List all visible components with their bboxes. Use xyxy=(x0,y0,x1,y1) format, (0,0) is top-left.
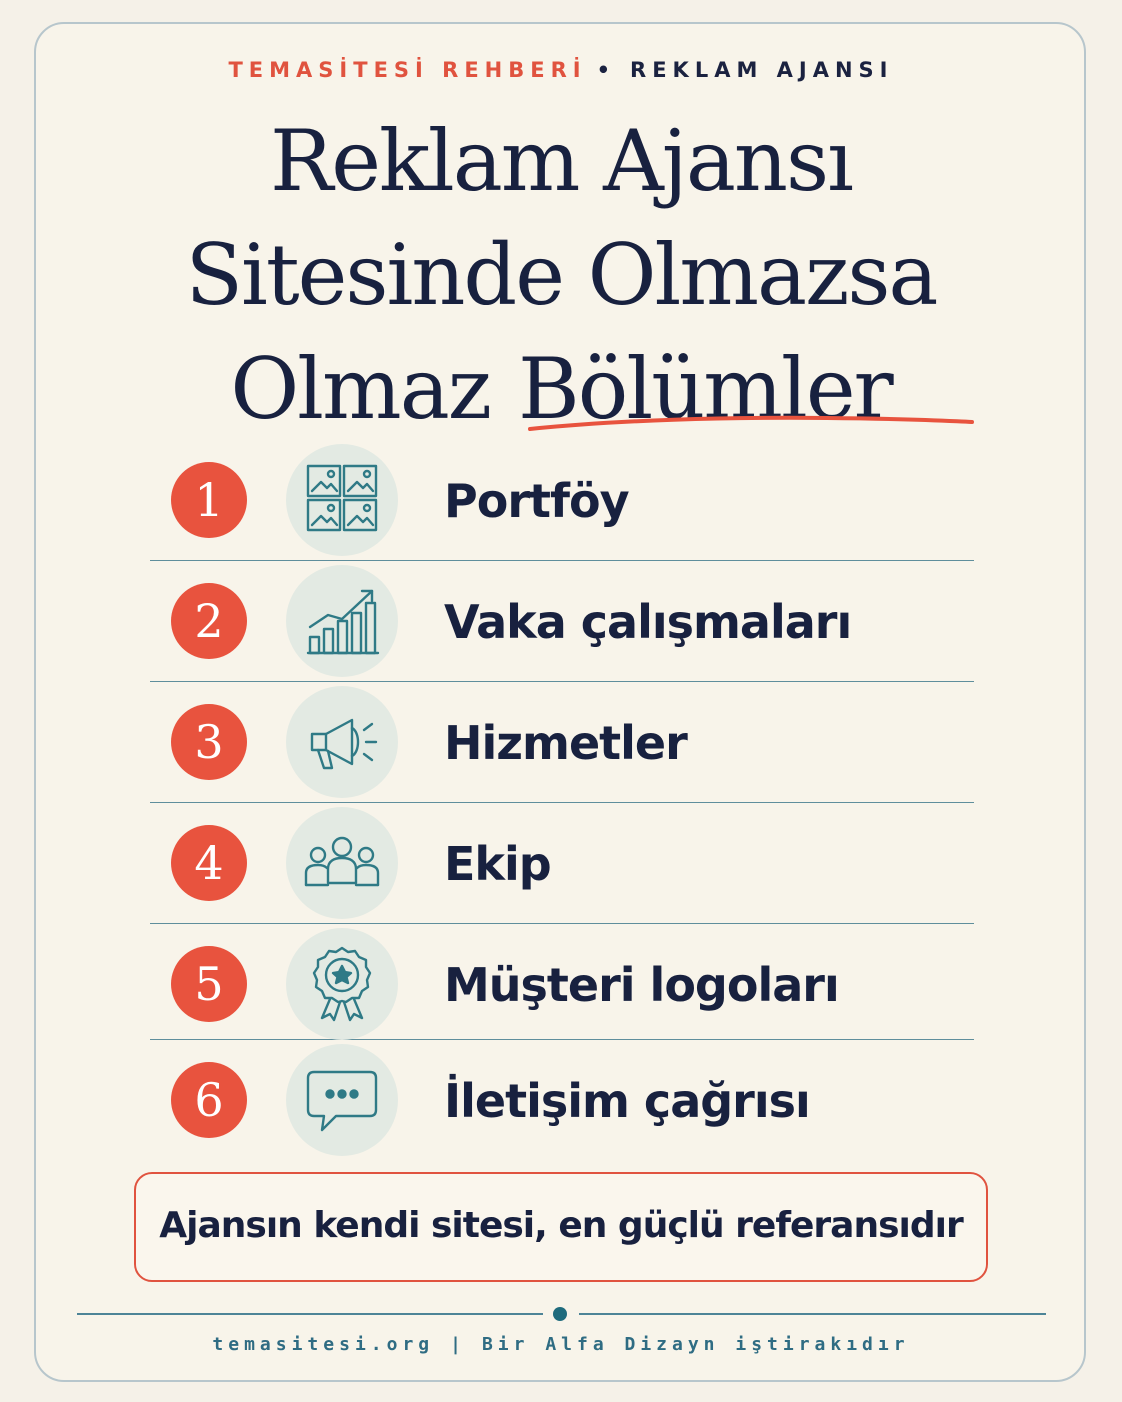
megaphone-icon xyxy=(302,702,382,782)
title-highlight: Bölümler xyxy=(518,340,892,438)
title-line-2: Sitesinde Olmazsa xyxy=(185,226,937,324)
item-number-badge: 2 xyxy=(171,583,247,659)
team-icon xyxy=(302,823,382,903)
footer-site-link[interactable]: temasitesi.org xyxy=(212,1334,435,1355)
title-line-1: Reklam Ajansı xyxy=(269,112,852,210)
page-title xyxy=(0,104,1122,446)
list-item xyxy=(150,682,974,803)
award-badge-icon xyxy=(302,944,382,1024)
icon-circle xyxy=(286,686,398,798)
item-label: Portföy xyxy=(444,474,629,528)
icon-circle xyxy=(286,807,398,919)
footer xyxy=(0,1334,1122,1355)
growth-chart-icon xyxy=(302,581,382,661)
footer-credit: Bir Alfa Dizayn iştirakıdır xyxy=(481,1334,910,1355)
item-label: Hizmetler xyxy=(444,716,687,770)
sections-list xyxy=(150,440,974,1160)
item-label: Ekip xyxy=(444,837,551,891)
list-item xyxy=(150,1040,974,1160)
list-item xyxy=(150,561,974,682)
icon-circle xyxy=(286,1044,398,1156)
icon-circle xyxy=(286,928,398,1040)
kicker-category: REKLAM AJANSI xyxy=(630,58,894,82)
title-underline xyxy=(527,414,975,438)
callout-box: Ajansın kendi sitesi, en güçlü referansıdır xyxy=(134,1172,988,1282)
item-number-badge: 4 xyxy=(171,825,247,901)
kicker-brand: TEMASİTESİ REHBERİ xyxy=(228,58,587,82)
item-number-badge: 6 xyxy=(171,1062,247,1138)
title-line-3-a: Olmaz xyxy=(230,340,491,438)
list-item xyxy=(150,803,974,924)
footer-divider-dot xyxy=(553,1307,567,1321)
item-number-badge: 1 xyxy=(171,462,247,538)
icon-circle xyxy=(286,565,398,677)
item-number-badge: 5 xyxy=(171,946,247,1022)
item-number-badge: 3 xyxy=(171,704,247,780)
kicker xyxy=(0,58,1122,82)
item-label: İletişim çağrısı xyxy=(444,1074,810,1128)
footer-divider-left xyxy=(77,1313,543,1315)
item-label: Müşteri logoları xyxy=(444,958,839,1012)
portfolio-grid-icon xyxy=(302,460,382,540)
item-label: Vaka çalışmaları xyxy=(444,595,852,649)
list-item xyxy=(150,440,974,561)
footer-divider-right xyxy=(579,1313,1046,1315)
kicker-separator: • xyxy=(596,58,617,82)
chat-bubble-icon xyxy=(302,1060,382,1140)
list-item xyxy=(150,924,974,1040)
footer-separator: | xyxy=(450,1334,466,1355)
icon-circle xyxy=(286,444,398,556)
